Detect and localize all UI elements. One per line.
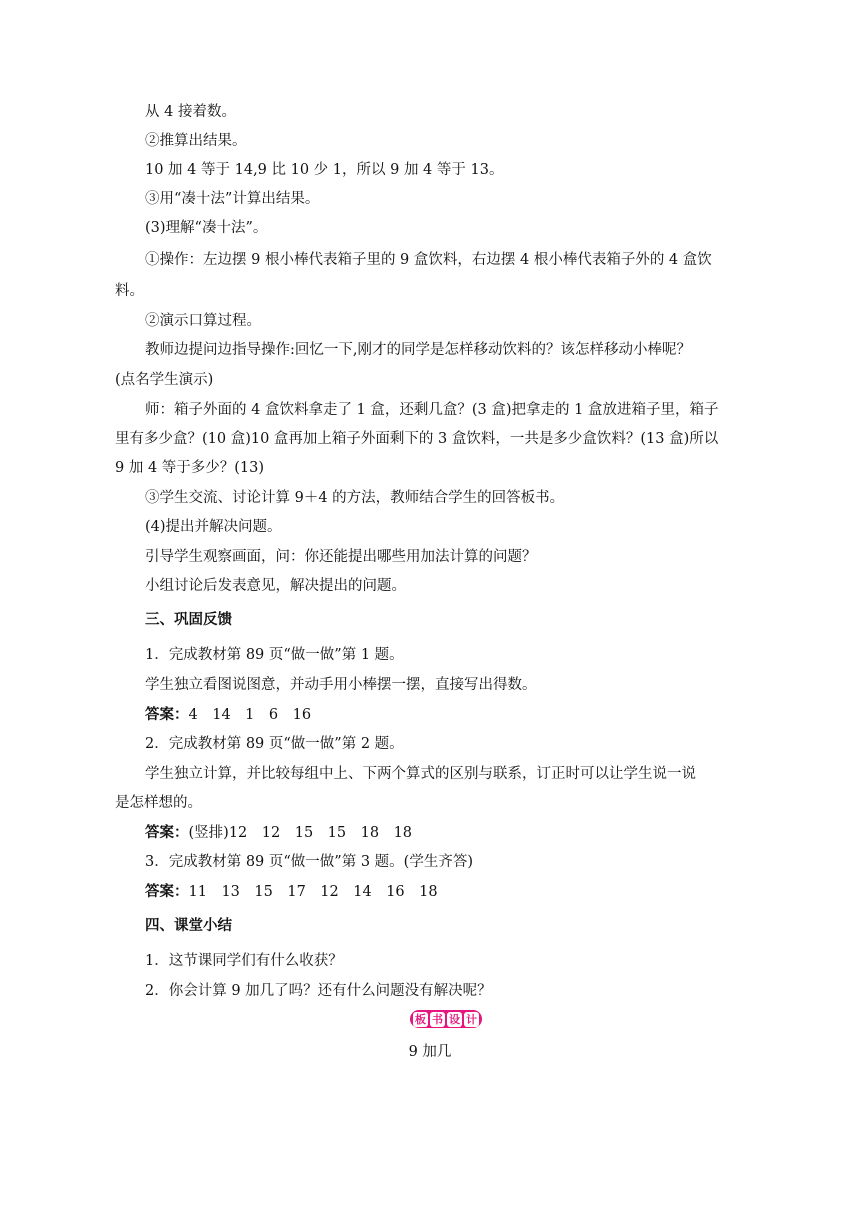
badge-char: 书 bbox=[432, 1012, 443, 1026]
board-title: 9 加几 bbox=[408, 1044, 452, 1060]
section-heading-4: 四、课堂小结 bbox=[145, 918, 232, 934]
answer-label: 答案： bbox=[145, 825, 189, 841]
text-line: (4)提出并解决问题。 bbox=[145, 519, 282, 535]
answer-values: 4 14 1 6 16 bbox=[188, 707, 312, 723]
text-line: 小组讨论后发表意见，解决提出的问题。 bbox=[145, 578, 406, 594]
exercise-desc-2a: 学生独立计算，并比较每组中上、下两个算式的区别与联系，订正时可以让学生说一说 bbox=[145, 766, 696, 782]
text-line: 引导学生观察画面，问：你还能提出哪些用加法计算的问题？ bbox=[145, 549, 537, 565]
badge-char: 计 bbox=[466, 1012, 477, 1026]
board-design-badge bbox=[410, 1010, 482, 1028]
answer-1 bbox=[145, 705, 311, 725]
text-line: 料。 bbox=[115, 283, 144, 299]
exercise-desc-2b: 是怎样想的。 bbox=[115, 795, 202, 811]
text-line: 教师边提问边指导操作:回忆一下,刚才的同学是怎样移动饮料的？该怎样移动小棒呢？ bbox=[145, 342, 691, 358]
text-line: ①操作：左边摆 9 根小棒代表箱子里的 9 盒饮料，右边摆 4 根小棒代表箱子外的 4 盒饮 bbox=[145, 252, 712, 268]
text-line: 师：箱子外面的 4 盒饮料拿走了 1 盒，还剩几盒？(3 盒)把拿走的 1 盒放进箱子里，箱子 bbox=[145, 402, 719, 418]
text-line: 10 加 4 等于 14,9 比 10 少 1，所以 9 加 4 等于 13。 bbox=[145, 162, 504, 178]
summary-item-1: 1．这节课同学们有什么收获？ bbox=[145, 953, 343, 969]
exercise-item-3: 3．完成教材第 89 页“做一做”第 3 题。(学生齐答) bbox=[145, 854, 473, 870]
exercise-desc-1: 学生独立看图说图意，并动手用小棒摆一摆，直接写出得数。 bbox=[145, 677, 537, 693]
answer-3 bbox=[145, 882, 438, 902]
badge-char: 设 bbox=[449, 1012, 460, 1026]
text-line: ③用“凑十法”计算出结果。 bbox=[145, 191, 320, 207]
text-line: 从 4 接着数。 bbox=[145, 104, 236, 120]
answer-values: (竖排)12 12 15 15 18 18 bbox=[188, 825, 413, 841]
text-line: 里有多少盒？(10 盒)10 盒再加上箱子外面剩下的 3 盒饮料，一共是多少盒饮料？(13 盒)所以 bbox=[115, 431, 719, 447]
exercise-item-1: 1．完成教材第 89 页“做一做”第 1 题。 bbox=[145, 647, 404, 663]
section-heading-3: 三、巩固反馈 bbox=[145, 612, 232, 628]
exercise-item-2: 2．完成教材第 89 页“做一做”第 2 题。 bbox=[145, 736, 404, 752]
summary-item-2: 2．你会计算 9 加几了吗？还有什么问题没有解决呢？ bbox=[145, 983, 492, 999]
text-line: ②推算出结果。 bbox=[145, 133, 247, 149]
text-line: (3)理解“凑十法”。 bbox=[145, 220, 268, 236]
answer-values: 11 13 15 17 12 14 16 18 bbox=[188, 884, 438, 900]
text-line: (点名学生演示) bbox=[115, 372, 214, 388]
badge-char: 板 bbox=[415, 1012, 426, 1026]
text-line: ③学生交流、讨论计算 9＋4 的方法，教师结合学生的回答板书。 bbox=[145, 490, 565, 506]
answer-2 bbox=[145, 823, 412, 843]
answer-label: 答案： bbox=[145, 707, 189, 723]
answer-label: 答案： bbox=[145, 884, 189, 900]
text-line: ②演示口算过程。 bbox=[145, 313, 261, 329]
text-line: 9 加 4 等于多少？(13) bbox=[115, 460, 265, 476]
